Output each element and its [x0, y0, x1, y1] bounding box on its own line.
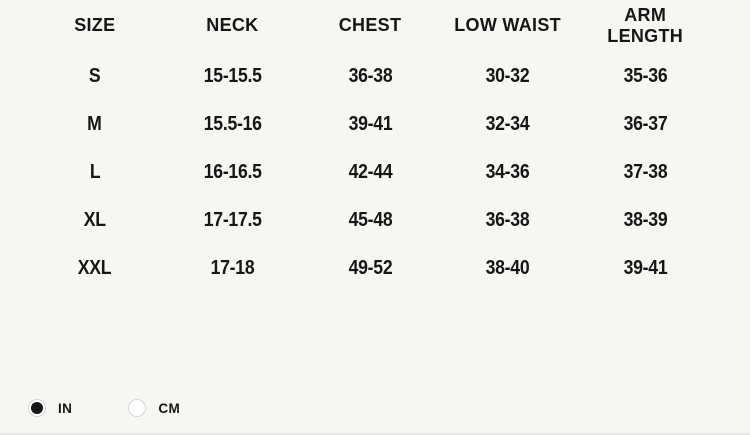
size-label: S — [89, 64, 101, 87]
neck-value: 17-18 — [210, 256, 255, 279]
table-row-m — [26, 100, 714, 148]
value-cell — [439, 64, 577, 88]
size-chart-table — [26, 0, 714, 292]
chest-value: 36-38 — [348, 64, 392, 87]
chest-value: 42-44 — [348, 160, 392, 183]
column-header-chest: CHEST — [338, 15, 402, 36]
value-cell — [164, 64, 302, 88]
radio-in-selected-icon[interactable] — [28, 399, 46, 417]
size-cell — [26, 256, 164, 280]
size-label: XXL — [78, 256, 112, 279]
low-waist-value: 36-38 — [485, 208, 530, 231]
chest-value: 39-41 — [348, 112, 392, 135]
value-cell — [576, 112, 714, 136]
arm-length-value: 35-36 — [623, 64, 668, 87]
neck-value: 15-15.5 — [203, 64, 262, 87]
neck-value: 15.5-16 — [203, 112, 262, 135]
value-cell — [576, 160, 714, 184]
table-row-xl — [26, 196, 714, 244]
value-cell — [164, 256, 302, 280]
value-cell — [576, 256, 714, 280]
value-cell — [439, 208, 577, 232]
table-row-xxl — [26, 244, 714, 292]
low-waist-value: 32-34 — [485, 112, 530, 135]
value-cell — [301, 256, 439, 280]
size-cell — [26, 208, 164, 232]
neck-value: 17-17.5 — [203, 208, 262, 231]
size-label: L — [89, 160, 101, 183]
unit-option-cm[interactable] — [128, 399, 180, 417]
low-waist-value: 38-40 — [485, 256, 530, 279]
table-row-l — [26, 148, 714, 196]
unit-option-in[interactable] — [28, 399, 72, 417]
size-label: M — [87, 112, 103, 135]
value-cell — [576, 64, 714, 88]
size-label: XL — [83, 208, 106, 231]
column-header-size: SIZE — [74, 15, 116, 36]
neck-value: 16-16.5 — [203, 160, 262, 183]
value-cell — [301, 112, 439, 136]
low-waist-value: 30-32 — [485, 64, 530, 87]
table-header-row — [26, 0, 714, 52]
value-cell — [164, 112, 302, 136]
value-cell — [576, 208, 714, 232]
column-header-arm-length: ARM LENGTH — [607, 4, 684, 46]
value-cell — [301, 64, 439, 88]
value-cell — [439, 112, 577, 136]
size-cell — [26, 112, 164, 136]
radio-cm-unselected-icon[interactable] — [128, 399, 146, 417]
chest-value: 45-48 — [348, 208, 392, 231]
arm-length-value: 36-37 — [623, 112, 668, 135]
arm-length-value: 37-38 — [623, 160, 668, 183]
chest-value: 49-52 — [348, 256, 392, 279]
column-header-low-waist: LOW WAIST — [454, 15, 561, 36]
value-cell — [439, 160, 577, 184]
unit-label-in: IN — [58, 400, 73, 416]
column-header-neck: NECK — [206, 15, 259, 36]
arm-length-value: 38-39 — [623, 208, 668, 231]
low-waist-value: 34-36 — [485, 160, 530, 183]
value-cell — [301, 160, 439, 184]
unit-label-cm: CM — [158, 400, 181, 416]
value-cell — [164, 208, 302, 232]
table-row-s — [26, 52, 714, 100]
size-cell — [26, 64, 164, 88]
unit-toggle-group — [28, 399, 180, 417]
arm-length-value: 39-41 — [623, 256, 668, 279]
size-cell — [26, 160, 164, 184]
value-cell — [301, 208, 439, 232]
value-cell — [439, 256, 577, 280]
value-cell — [164, 160, 302, 184]
